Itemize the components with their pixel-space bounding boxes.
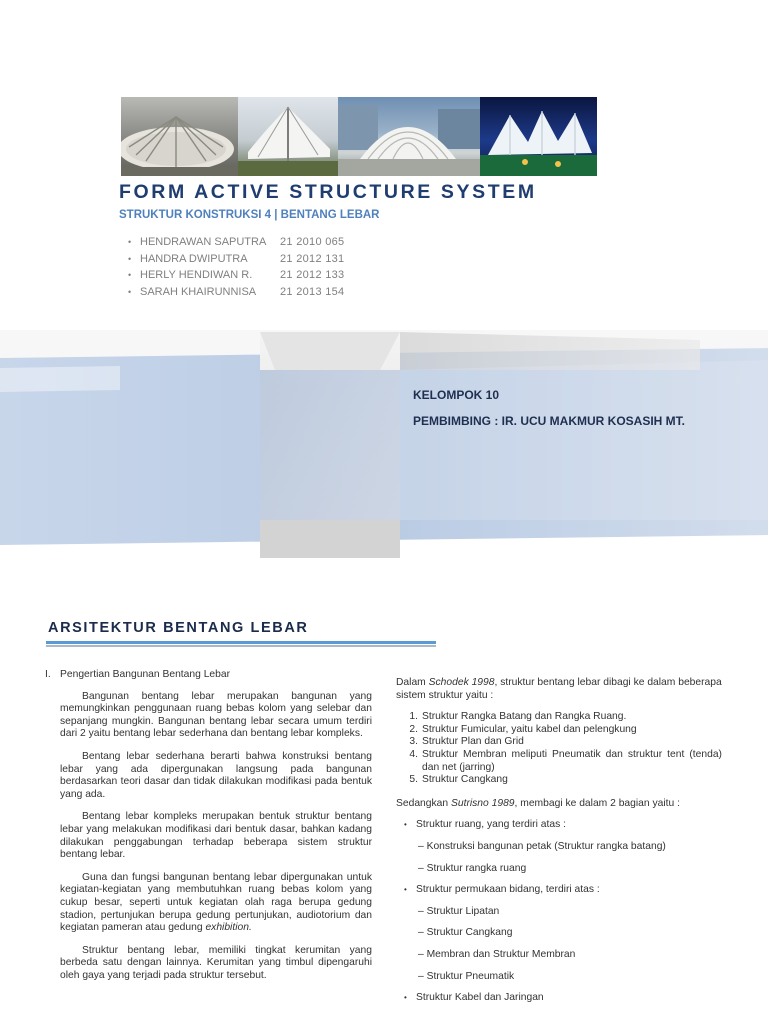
member-item: [128, 284, 368, 301]
member-item: [128, 267, 368, 284]
sub-item: – Membran dan Struktur Membran: [418, 948, 576, 960]
bullet-icon: •: [128, 270, 132, 281]
text: Sedangkan: [396, 797, 449, 809]
sub-list: [418, 906, 722, 983]
group-label: KELOMPOK 10: [413, 388, 500, 402]
list-number: 3.: [409, 736, 418, 748]
member-name: HENDRAWAN SAPUTRA: [140, 236, 267, 249]
stadium-roof-photo: [121, 97, 238, 176]
list-text: Struktur Cangkang: [422, 774, 508, 786]
shell-dome-building-photo: [338, 97, 480, 176]
left-column: [45, 669, 372, 992]
bullet-icon: •: [404, 993, 407, 1003]
paragraph-text: Guna dan fungsi bangunan bentang lebar dipergunakan untuk kegiatan-kegiatan yang membutuhkan ruang bebas kolom yang cukup besar, seperti untuk kegiatan olah raga berupa gedung stadion, pertunjukan berupa gedung pertunjukan, audiotorium dan kegiatan pameran atau gedung: [60, 871, 372, 934]
list-item: [396, 774, 722, 787]
bullet-item: [396, 819, 722, 875]
section-title: ARSITEKTUR BENTANG LEBAR: [48, 620, 309, 636]
member-name: HANDRA DWIPUTRA: [140, 252, 248, 265]
right-column: [396, 677, 722, 1013]
list-text: Struktur Rangka Batang dan Rangka Ruang.: [422, 711, 627, 723]
paragraph: Struktur bentang lebar, memiliki tingkat kerumitan yang berbeda satu dengan lainnya. Kerumitan yang timbul dipengaruhi oleh gaya yang terjadi pada struktur tersebut.: [60, 944, 372, 981]
member-nim: 21 2010 065: [280, 236, 345, 249]
list-item: [396, 711, 722, 724]
intro-paragraph: [396, 677, 722, 702]
list-item: [396, 736, 722, 749]
member-list: [128, 234, 368, 300]
list-number: 2.: [409, 723, 418, 735]
paragraph: Bentang lebar kompleks merupakan bentuk struktur bentang lebar yang melakukan modifikasi dari bentuk dasar, bahkan kadang dilakukan penggabungan terhadap beberapa sistem struktur bentang lebar.: [60, 811, 372, 861]
heading-text: Pengertian Bangunan Bentang Lebar: [60, 669, 231, 680]
header-photo-strip: [121, 97, 597, 176]
supervisor-label: PEMBIMBING : IR. UCU MAKMUR KOSASIH MT.: [413, 414, 685, 428]
member-item: [128, 251, 368, 268]
section-divider: [46, 641, 436, 644]
member-item: [128, 234, 368, 251]
cover-decorative-band: [0, 330, 768, 560]
bullet-icon: •: [404, 885, 407, 895]
bullet-icon: •: [128, 286, 132, 297]
sedangkan-paragraph: [396, 798, 722, 811]
bullet-icon: •: [404, 820, 407, 830]
citation: Schodek 1998: [428, 677, 495, 688]
sub-item: – Struktur Lipatan: [418, 905, 500, 917]
bullet-list: [396, 819, 722, 1004]
member-nim: 21 2012 133: [280, 269, 345, 282]
bullet-item: [396, 884, 722, 983]
citation: Sutrisno 1989: [450, 797, 515, 809]
list-number: 4.: [409, 748, 418, 760]
member-name: SARAH KHAIRUNNISA: [140, 285, 257, 298]
member-nim: 21 2013 154: [280, 285, 345, 298]
list-item: [396, 749, 722, 774]
section-divider-thin: [46, 645, 436, 647]
paragraph: Bangunan bentang lebar merupakan bangunan yang memungkinkan penggunaan ruang bebas kolom yang selebar dan sepanjang mungkin. Bangunan bentang lebar secara umum terdiri dari 2 yaitu bentang lebar sederhana dan bentang lebar kompleks.: [60, 690, 372, 740]
list-text: Struktur Fumicular, yaitu kabel dan pelengkung: [422, 723, 637, 735]
document-subtitle: STRUKTUR KONSTRUKSI 4 | BENTANG LEBAR: [119, 209, 380, 221]
text: Dalam: [396, 677, 426, 688]
bullet-item: [396, 992, 722, 1005]
italic-term: exhibition.: [205, 922, 252, 934]
bullet-icon: •: [128, 237, 132, 248]
list-text: Struktur Plan dan Grid: [422, 736, 524, 748]
member-nim: 21 2012 131: [280, 252, 345, 265]
paragraph: Bentang lebar sederhana berarti bahwa konstruksi bentang lebar yang ada dipergunakan langsung pada bangunan berdasarkan teori dasar dan tidak dilakukan modifikasi pada bentuk yang ada.: [60, 750, 372, 800]
tent-structure-photo: [238, 97, 338, 176]
member-name: HERLY HENDIWAN R.: [140, 269, 253, 282]
paragraph: [60, 872, 372, 935]
list-text: Struktur Membran meliputi Pneumatik dan struktur tent (tenda) dan net (jarring): [422, 748, 722, 773]
list-number: 5.: [409, 774, 418, 786]
heading-number: I.: [45, 669, 51, 680]
sub-item: – Konstruksi bangunan petak (Struktur rangka batang): [418, 840, 666, 852]
bullet-text: Struktur Kabel dan Jaringan: [416, 992, 544, 1004]
list-item: [396, 724, 722, 737]
text: , membagi ke dalam 2 bagian yaitu :: [514, 797, 680, 809]
text: , struktur bentang lebar dibagi ke dalam beberapa sistem struktur yaitu :: [396, 677, 722, 701]
sub-item: – Struktur Cangkang: [418, 927, 513, 939]
document-title: FORM ACTIVE STRUCTURE SYSTEM: [119, 181, 537, 203]
list-number: 1.: [409, 711, 418, 723]
illuminated-tent-photo: [480, 97, 597, 176]
structure-list: [396, 711, 722, 787]
bullet-text: Struktur ruang, yang terdiri atas :: [416, 819, 566, 831]
bullet-text: Struktur permukaan bidang, terdiri atas :: [416, 884, 600, 896]
sub-list: [418, 841, 722, 875]
section-heading: [45, 669, 372, 682]
sub-item: – Struktur Pneumatik: [418, 970, 515, 982]
bullet-icon: •: [128, 253, 132, 264]
sub-item: – Struktur rangka ruang: [418, 862, 527, 874]
